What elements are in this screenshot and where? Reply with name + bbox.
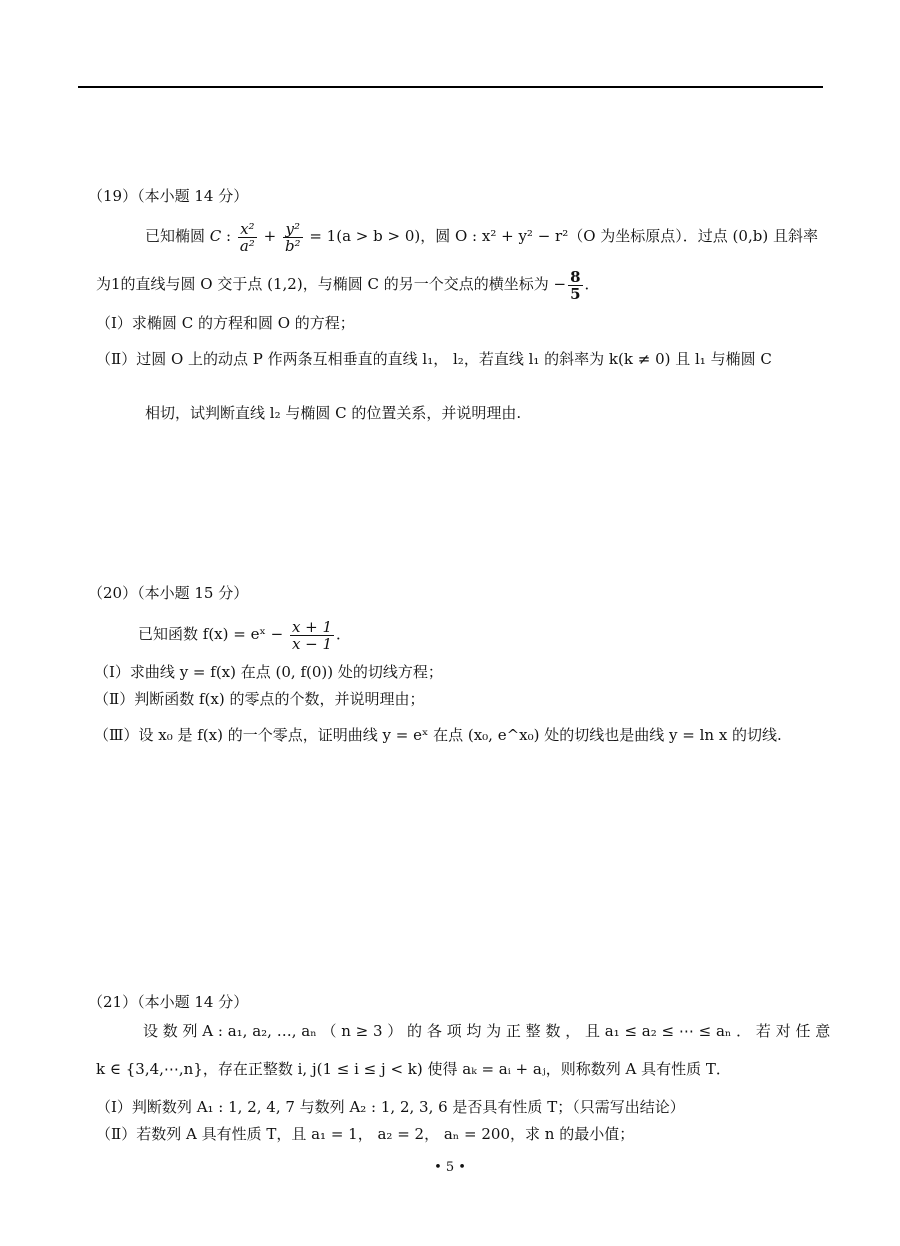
- q20-part3: （Ⅲ）设 x₀ 是 f(x) 的一个零点，证明曲线 y = eˣ 在点 (x₀, e^x₀) 处的切线也是曲线 y = ln x 的切线.: [94, 726, 782, 744]
- frac-num-x2: x²: [238, 221, 257, 238]
- q19-part2-cont: 相切，试判断直线 l₂ 与椭圆 C 的位置关系，并说明理由.: [145, 404, 522, 422]
- q19-intro-text: 已知椭圆: [145, 227, 210, 245]
- circle-def: ，圆 O : x² + y² − r²（O 为坐标原点）．过点 (0,b) 且斜率: [420, 227, 818, 245]
- q20-intro-text: 已知函数 f(x) = eˣ −: [138, 625, 288, 643]
- q19-part2: （Ⅱ）过圆 O 上的动点 P 作两条互相垂直的直线 l₁， l₂，若直线 l₁ 的斜率为 k(k ≠ 0) 且 l₁ 与椭圆 C: [96, 350, 772, 368]
- frac-num-function: x + 1: [291, 617, 333, 636]
- q20-part2: （Ⅱ）判断函数 f(x) 的零点的个数，并说明理由；: [94, 690, 425, 708]
- q19-line2-text: 为1的直线与圆 O 交于点 (1,2)，与椭圆 C 的另一个交点的横坐标为 −: [96, 275, 567, 293]
- page-number: • 5 •: [434, 1160, 466, 1175]
- header-rule: [78, 86, 823, 88]
- q20-part1: （Ⅰ）求曲线 y = f(x) 在点 (0, f(0)) 处的切线方程；: [94, 663, 443, 681]
- frac-num-8: 8: [570, 267, 581, 286]
- q21-header: （21）（本小题 14 分）: [88, 993, 249, 1011]
- frac-den-a2: a²: [239, 236, 255, 255]
- fraction-8-5: [568, 269, 582, 302]
- ellipse-label: C: [209, 227, 222, 245]
- eq-one: = 1(a > b > 0): [304, 227, 421, 245]
- q20-intro-period: ．: [336, 625, 352, 643]
- frac-den-function: x − 1: [291, 634, 333, 653]
- q19-line2-period: ．: [584, 275, 600, 293]
- q21-part2: （Ⅱ）若数列 A 具有性质 T，且 a₁ = 1， a₂ = 2， aₙ = 200，求 n 的最小值；: [96, 1125, 635, 1143]
- q20-intro: [138, 612, 351, 656]
- q19-part1: （Ⅰ）求椭圆 C 的方程和圆 O 的方程；: [96, 314, 355, 332]
- q19-intro: [145, 214, 818, 258]
- frac-num-y2: y²: [283, 221, 303, 238]
- fraction-x2-a2: [238, 221, 257, 254]
- fraction-function: [290, 619, 334, 652]
- fraction-y2-b2: [283, 221, 303, 254]
- q21-line2: k ∈ {3,4,⋯,n}，存在正整数 i, j(1 ≤ i ≤ j < k) 使得 aₖ = aᵢ + aⱼ，则称数列 A 具有性质 T．: [96, 1060, 731, 1078]
- q21-intro: 设 数 列 A : a₁, a₂, …, aₙ （ n ≥ 3 ） 的 各 项 均 为 正 整 数 ， 且 a₁ ≤ a₂ ≤ ⋯ ≤ aₙ ． 若 对 任 意: [143, 1022, 831, 1040]
- q19-header: （19）（本小题 14 分）: [88, 187, 249, 205]
- q19-line2: [96, 262, 600, 306]
- q20-header: （20）（本小题 15 分）: [88, 584, 249, 602]
- frac-den-5: 5: [570, 284, 581, 303]
- plus: +: [258, 227, 281, 245]
- frac-den-b2: b²: [284, 236, 301, 255]
- colon: :: [221, 227, 236, 245]
- q21-part1: （Ⅰ）判断数列 A₁ : 1, 2, 4, 7 与数列 A₂ : 1, 2, 3, 6 是否具有性质 T；（只需写出结论）: [96, 1098, 685, 1116]
